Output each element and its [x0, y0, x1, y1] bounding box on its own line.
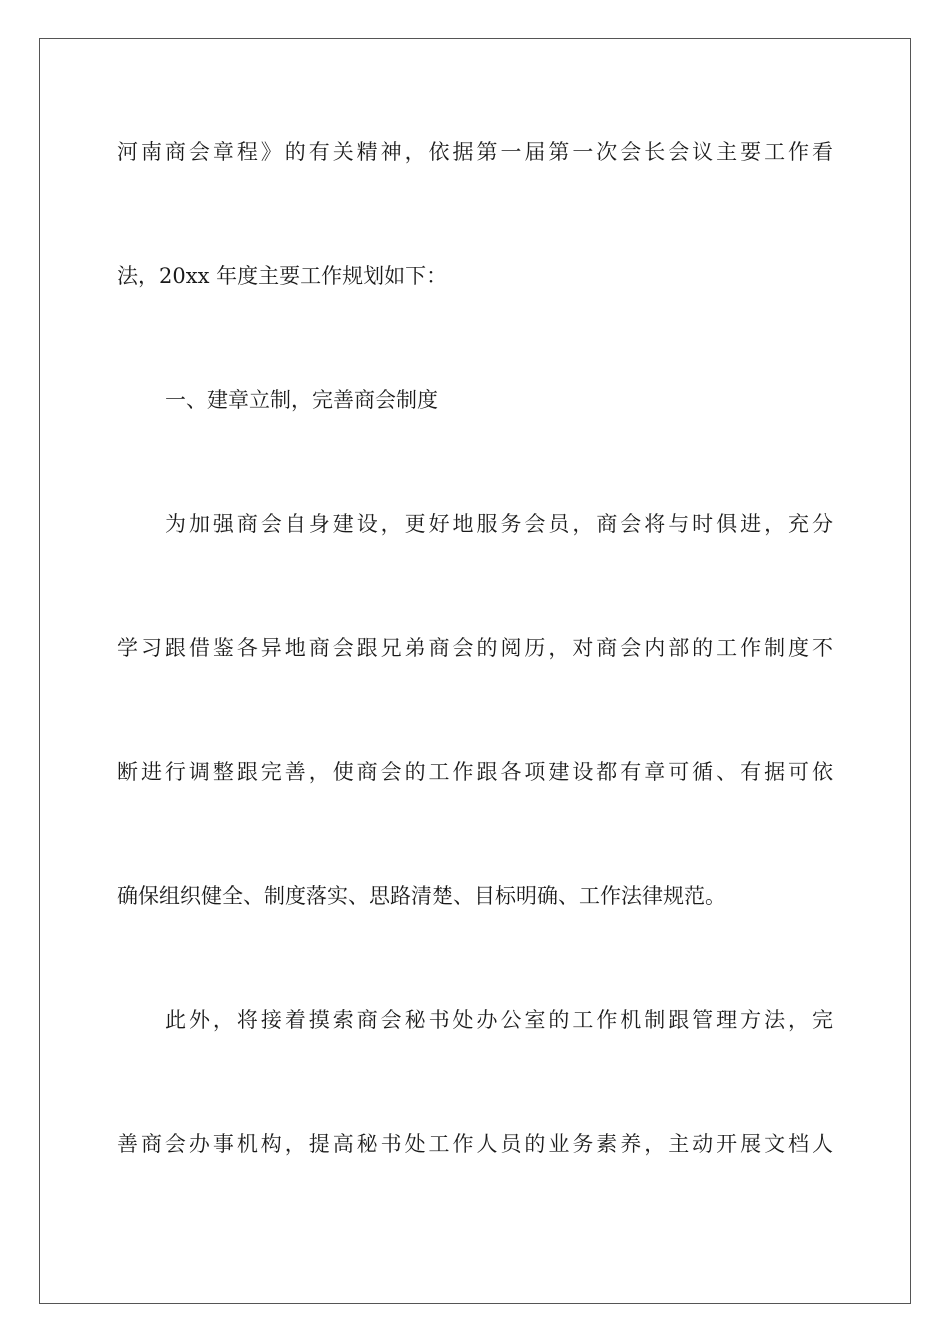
- body-text-line: 法，20xx 年度主要工作规划如下：: [117, 264, 448, 288]
- page-border: [39, 38, 911, 1304]
- body-text-line: 河南商会章程》的有关精神，依据第一届第一次会长会议主要工作看: [117, 140, 833, 164]
- body-text-line: 确保组织健全、制度落实、思路清楚、目标明确、工作法律规范。: [117, 884, 726, 908]
- section-heading: 一、建章立制，完善商会制度: [165, 388, 438, 412]
- body-text-line: 学习跟借鉴各异地商会跟兄弟商会的阅历，对商会内部的工作制度不: [117, 636, 833, 660]
- body-text-line: 善商会办事机构，提高秘书处工作人员的业务素养，主动开展文档人: [117, 1132, 833, 1156]
- body-text-line: 此外，将接着摸索商会秘书处办公室的工作机制跟管理方法，完: [165, 1008, 833, 1032]
- body-text-line: 断进行调整跟完善，使商会的工作跟各项建设都有章可循、有据可依: [117, 760, 833, 784]
- body-text-line: 为加强商会自身建设，更好地服务会员，商会将与时俱进，充分: [165, 512, 833, 536]
